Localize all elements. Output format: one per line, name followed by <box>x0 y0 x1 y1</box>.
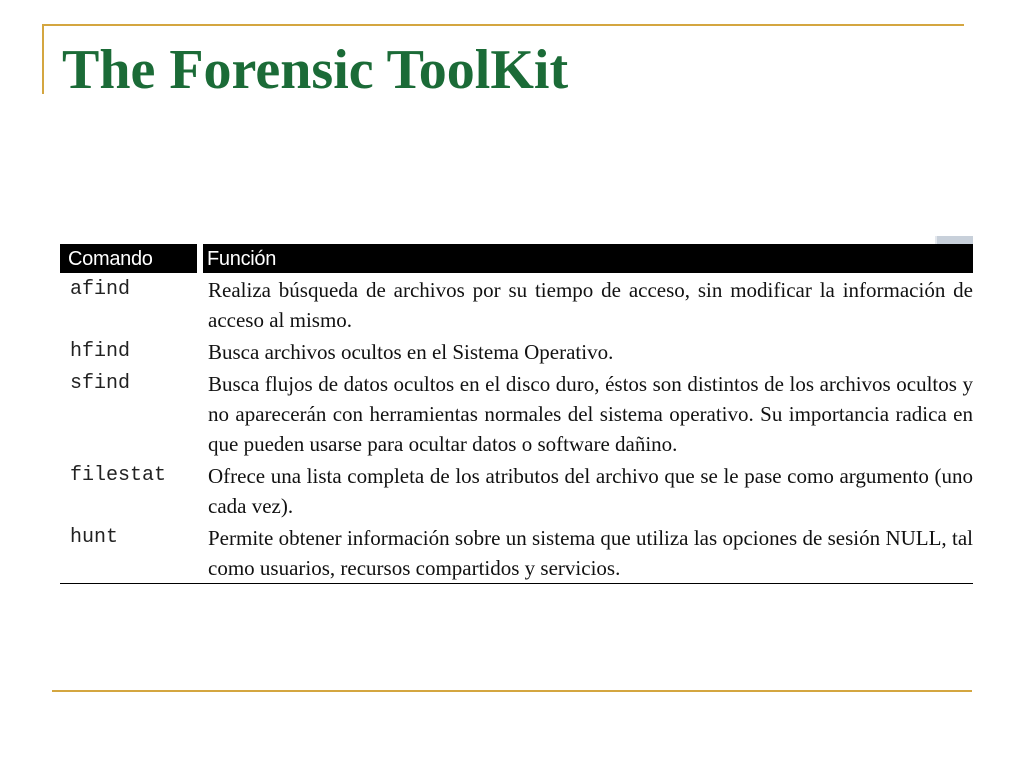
description-cell: Busca flujos de datos ocultos en el disco duro, éstos son distintos de los archivos ocultos y no aparecerán con herramientas normales del sistema operativo. Su importancia radica en que pueden usarse para ocultar datos o software dañino. <box>208 372 973 456</box>
command-cell: afind <box>70 278 131 301</box>
table-row <box>60 459 973 521</box>
command-cell: hunt <box>70 526 119 549</box>
frame-top-line <box>42 24 964 26</box>
table-image <box>60 244 973 584</box>
table-row <box>60 273 973 335</box>
frame-bottom-line <box>52 690 972 692</box>
command-cell: hfind <box>70 340 131 363</box>
command-cell: filestat <box>70 464 167 487</box>
table-row <box>60 521 973 584</box>
commands-table <box>60 244 973 584</box>
header-function: Función <box>200 244 973 273</box>
command-cell: sfind <box>70 372 131 395</box>
frame-left-line <box>42 24 44 94</box>
description-cell: Realiza búsqueda de archivos por su tiempo de acceso, sin modificar la información de acceso al mismo. <box>208 278 973 332</box>
header-command: Comando <box>60 244 200 273</box>
description-cell: Ofrece una lista completa de los atributos del archivo que se le pase como argumento (uno cada vez). <box>208 464 973 518</box>
table-header-row <box>60 244 973 273</box>
table-row <box>60 367 973 459</box>
table-row <box>60 335 973 367</box>
description-cell: Busca archivos ocultos en el Sistema Operativo. <box>208 340 614 364</box>
slide-title: The Forensic ToolKit <box>62 39 569 101</box>
description-cell: Permite obtener información sobre un sistema que utiliza las opciones de sesión NULL, tal como usuarios, recursos compartidos y servicios. <box>208 526 973 580</box>
